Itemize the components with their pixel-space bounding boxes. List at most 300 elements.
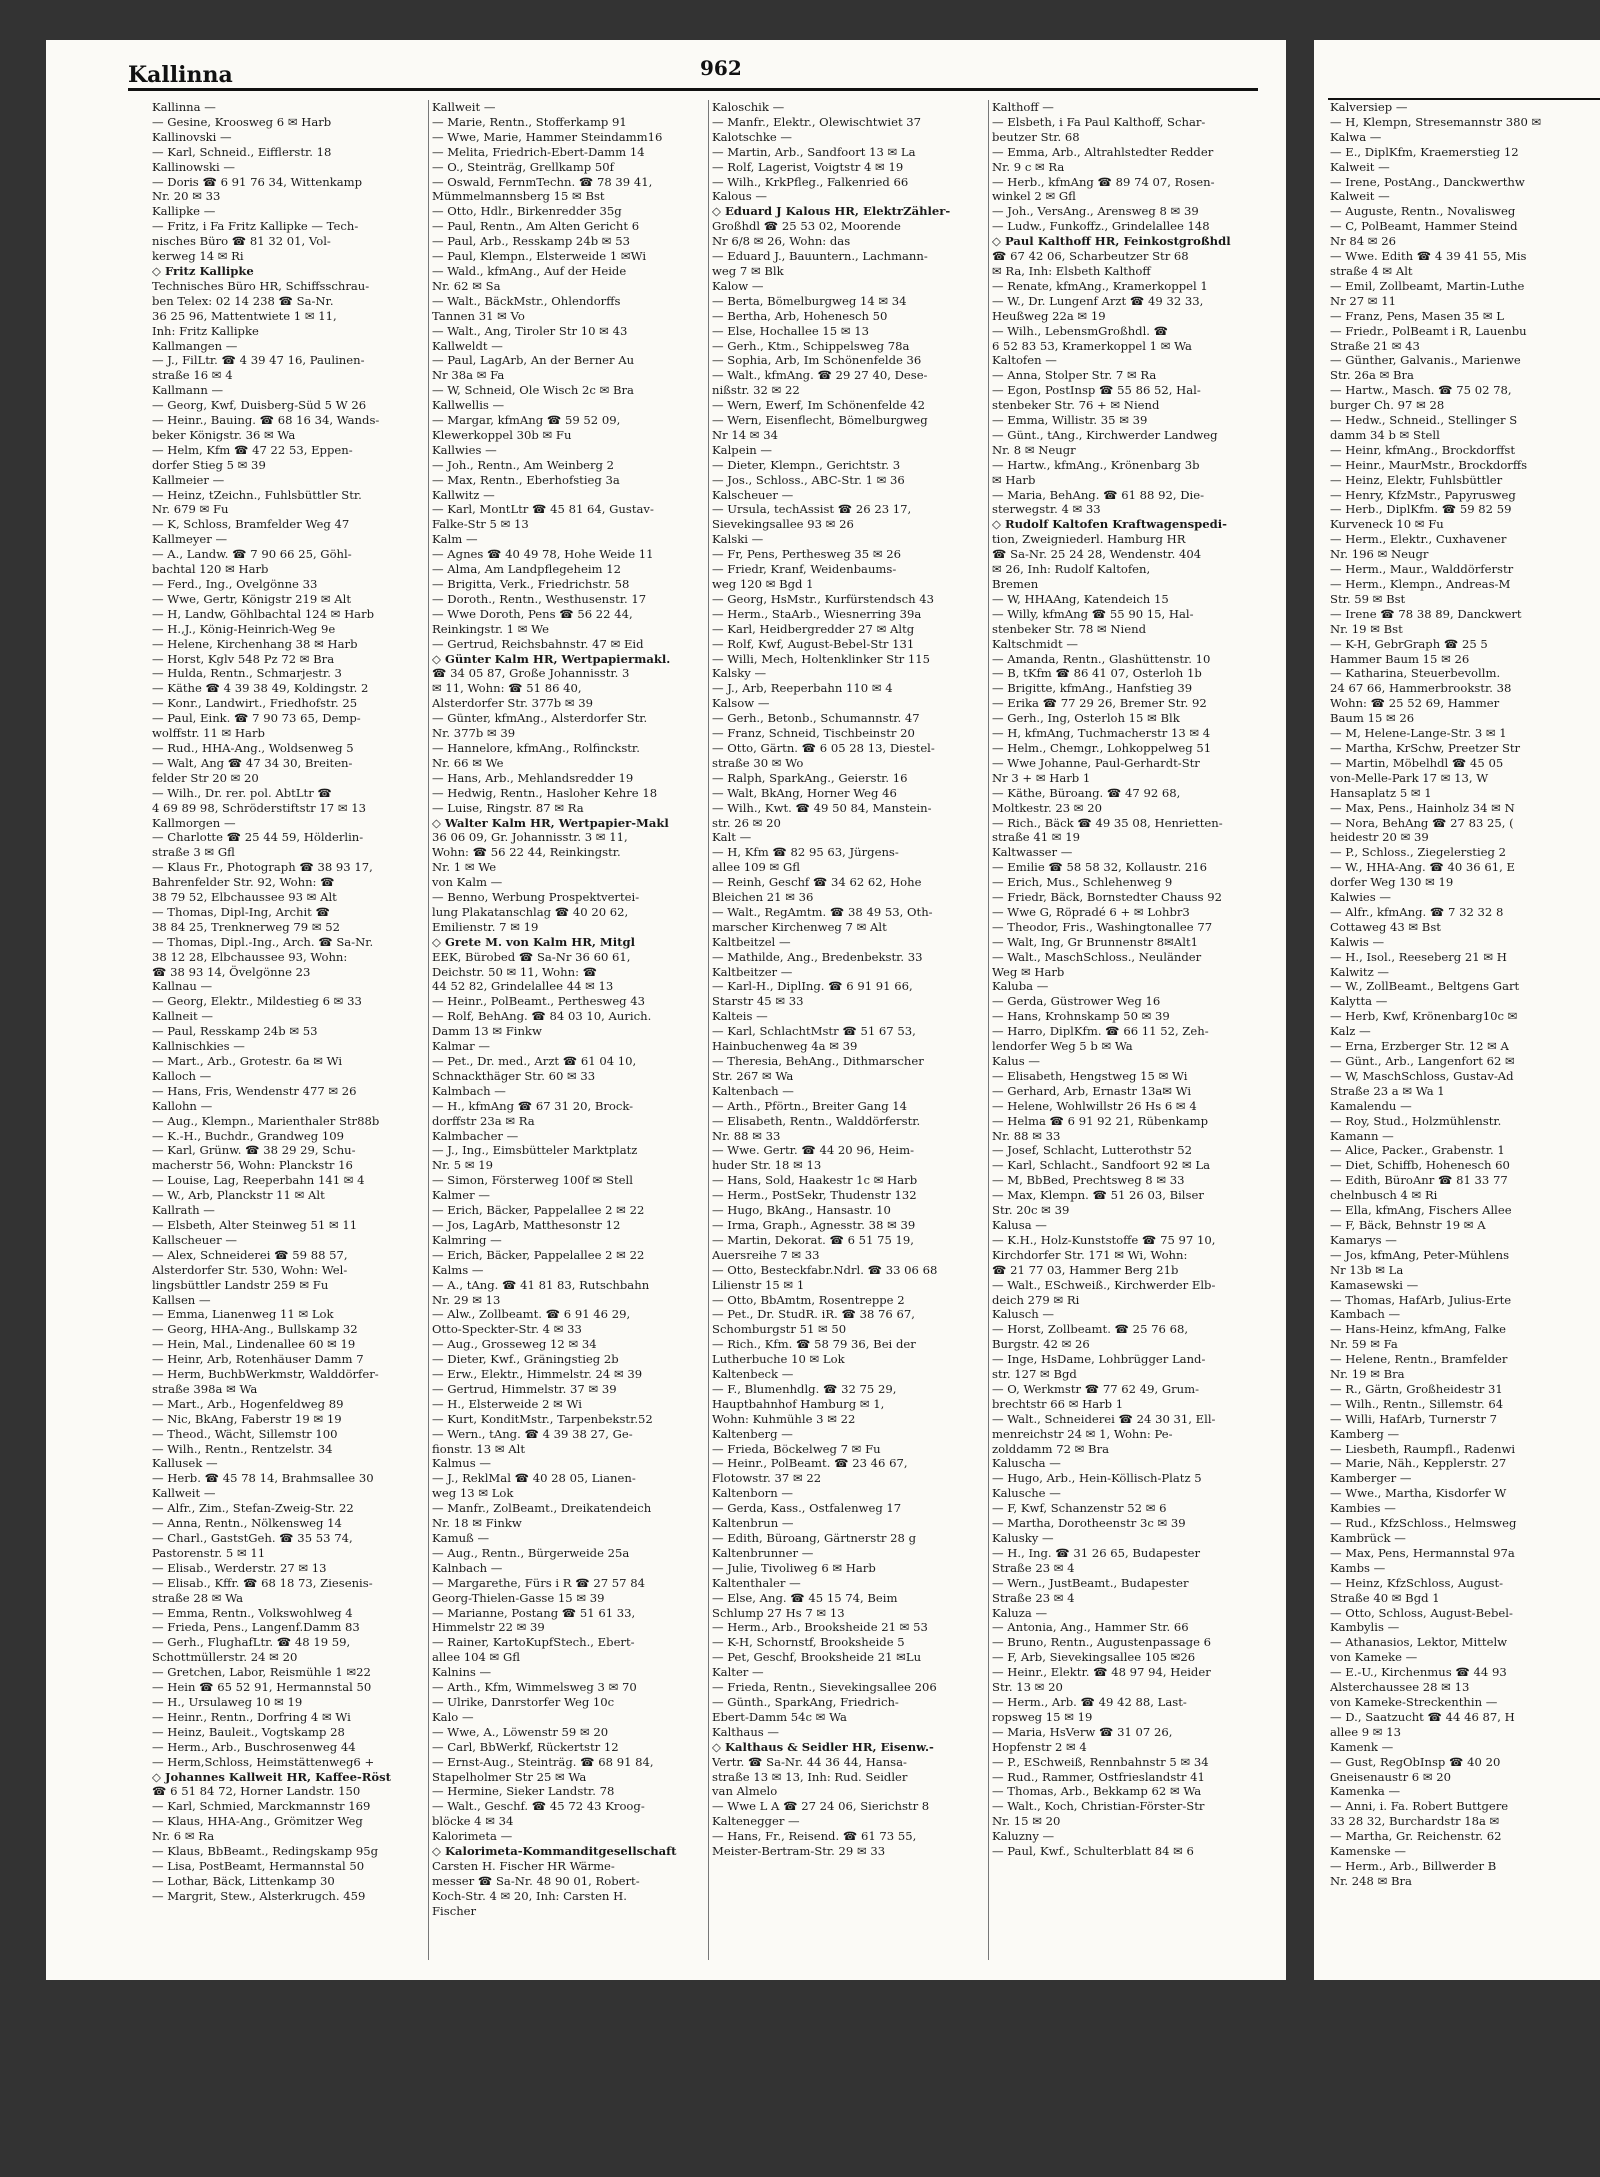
directory-entry: — Dieter, Klempn., Gerichtstr. 3 [712, 457, 901, 472]
surname-heading: Kalo — [432, 1709, 474, 1724]
directory-entry: weg 13 ✉ Lok [432, 1486, 514, 1501]
directory-entry: — Wwe. Gertr. ☎ 44 20 96, Heim- [712, 1143, 915, 1158]
directory-entry: ✉ 26, Inh: Rudolf Kaltofen, [992, 562, 1151, 577]
directory-entry: — B, tKfm ☎ 86 41 07, Osterloh 1b [992, 666, 1202, 681]
directory-entry: — Mart., Arb., Grotestr. 6a ✉ Wi [152, 1054, 343, 1068]
directory-entry: — Theresia, BehAng., Dithmarscher [712, 1054, 924, 1068]
directory-entry: — Wwe. Edith ☎ 4 39 41 55, Mis [1330, 249, 1527, 264]
directory-entry: Str. 26a ✉ Bra [1330, 368, 1414, 383]
directory-entry: — Elisab., Kffr. ☎ 68 18 73, Ziesenis- [152, 1575, 373, 1590]
directory-entry: 38 12 28, Elbchaussee 93, Wohn: [152, 949, 348, 964]
directory-entry: — R., Gärtn, Großheidestr 31 [1330, 1381, 1503, 1396]
surname-heading: Kalteis — [712, 1009, 768, 1024]
directory-entry: — Thomas, Dipl.-Ing., Arch. ☎ Sa-Nr. [152, 934, 374, 949]
directory-entry: EEK, Bürobed ☎ Sa-Nr 36 60 61, [432, 949, 631, 964]
directory-entry: Deichstr. 50 ✉ 11, Wohn: ☎ [432, 964, 598, 979]
directory-entry: — Benno, Werbung Prospektvertei- [432, 890, 640, 905]
column-divider [708, 100, 709, 1960]
directory-entry: — Egon, PostInsp ☎ 55 86 52, Hal- [992, 383, 1201, 398]
directory-entry: — Karl, Grünw. ☎ 38 29 29, Schu- [152, 1143, 356, 1158]
directory-entry: — Margarethe, Fürs i R ☎ 27 57 84 [432, 1575, 645, 1590]
directory-entry: weg 120 ✉ Bgd 1 [712, 577, 814, 591]
directory-entry: Hainbuchenweg 4a ✉ 39 [712, 1039, 858, 1054]
directory-entry: weg 7 ✉ Blk [712, 263, 784, 278]
surname-heading: Kalytta — [1330, 994, 1388, 1009]
directory-entry: — Charl., GaststGeh. ☎ 35 53 74, [152, 1531, 353, 1545]
surname-heading: Kaloschik — [712, 100, 785, 114]
surname-heading: Kallnau — [152, 979, 213, 994]
directory-entry: Nr 14 ✉ 34 [712, 427, 778, 442]
directory-entry: Nr. 196 ✉ Neugr [1330, 547, 1429, 562]
surname-heading: Kaltenbrun — [712, 1516, 794, 1531]
directory-entry: — Rud., Rammer, Ostfrieslandstr 41 [992, 1769, 1205, 1784]
directory-entry: — Marie, Näh., Kepplerstr. 27 [1330, 1456, 1507, 1471]
directory-entry: — Mart., Arb., Hogenfeldweg 89 [152, 1396, 344, 1411]
directory-entry: — Alma, Am Landpflegeheim 12 [432, 562, 621, 577]
directory-entry: Auersreihe 7 ✉ 33 [712, 1247, 820, 1262]
directory-entry: straße 398a ✉ Wa [152, 1381, 258, 1396]
directory-entry: — Doris ☎ 6 91 76 34, Wittenkamp [152, 174, 363, 189]
directory-entry: — Gertrud, Himmelstr. 37 ✉ 39 [432, 1381, 617, 1396]
directory-entry: — Aug., Grosseweg 12 ✉ 34 [432, 1337, 597, 1352]
surname-heading: Kallwellis — [432, 398, 505, 413]
directory-entry: — J., ReklMal ☎ 40 28 05, Lianen- [432, 1471, 636, 1486]
directory-entry: Nr. 59 ✉ Fa [1330, 1337, 1398, 1352]
directory-entry: — F., Blumenhdlg. ☎ 32 75 29, [712, 1381, 897, 1396]
surname-heading: Kalt — [712, 830, 752, 845]
surname-heading: Kalorimeta — [432, 1829, 513, 1844]
directory-column-3 [712, 100, 982, 1960]
directory-entry: Hammer Baum 15 ✉ 26 [1330, 651, 1470, 666]
directory-entry: — Wilh., LebensmGroßhdl. ☎ [992, 323, 1169, 338]
directory-column-1 [152, 100, 422, 1960]
directory-entry: — Emilie ☎ 58 58 32, Kollaustr. 216 [992, 860, 1208, 875]
directory-entry: — Dieter, Kwf., Gräningstieg 2b [432, 1352, 619, 1367]
directory-entry: — Erich, Bäcker, Pappelallee 2 ✉ 22 [432, 1247, 645, 1262]
directory-entry: — Horst, Kglv 548 Pz 72 ✉ Bra [152, 651, 335, 666]
directory-entry: Ebert-Damm 54c ✉ Wa [712, 1709, 847, 1724]
directory-entry: — Georg, Kwf, Duisberg-Süd 5 W 26 [152, 398, 367, 413]
surname-heading: Kalmbacher — [432, 1128, 519, 1143]
surname-heading: Kaltwasser — [992, 845, 1073, 860]
running-head: Kallinna [128, 62, 233, 88]
directory-entry: — Willy, kfmAng ☎ 55 90 15, Hal- [992, 606, 1194, 621]
surname-heading: Kalusky — [992, 1531, 1054, 1545]
directory-entry: Nr 6/8 ✉ 26, Wohn: das [712, 234, 851, 249]
directory-entry: — Max, Pens., Hainholz 34 ✉ N [1330, 800, 1515, 815]
surname-heading: Kalter — [712, 1665, 764, 1680]
directory-entry: — Ulrike, Danrstorfer Weg 10c [432, 1694, 615, 1709]
surname-heading: Kaltenegger — [712, 1814, 800, 1829]
directory-entry: — Willi, HafArb, Turnerstr 7 [1330, 1411, 1498, 1426]
surname-heading: Kaltenthaler — [712, 1575, 801, 1590]
directory-entry: — Irene ☎ 78 38 89, Danckwert [1330, 606, 1522, 621]
directory-entry: Bremen [992, 577, 1039, 591]
surname-heading: Kaluzny — [992, 1829, 1055, 1844]
directory-entry: — E.-U., Kirchenmus ☎ 44 93 [1330, 1665, 1507, 1680]
directory-entry: Heußweg 22a ✉ 19 [992, 308, 1106, 323]
directory-entry: Weg ✉ Harb [992, 964, 1065, 979]
directory-entry: — Hans, Krohnskamp 50 ✉ 39 [992, 1009, 1170, 1024]
surname-heading: Kallwies — [432, 442, 497, 457]
directory-entry: — Erika ☎ 77 29 26, Bremer Str. 92 [992, 696, 1207, 711]
directory-entry: — W., Arb, Planckstr 11 ✉ Alt [152, 1188, 325, 1203]
directory-entry: — Emma, Lianenweg 11 ✉ Lok [152, 1307, 334, 1322]
directory-entry: — Pet., Dr. StudR. iR. ☎ 38 76 67, [712, 1307, 915, 1322]
directory-entry: — Hugo, BkAng., Hansastr. 10 [712, 1203, 891, 1218]
directory-entry: Georg-Thielen-Gasse 15 ✉ 39 [432, 1590, 605, 1605]
directory-entry: — Helm., Chemgr., Lohkoppelweg 51 [992, 740, 1212, 755]
directory-entry: Schomburgstr 51 ✉ 50 [712, 1322, 847, 1337]
surname-heading: Kamarys — [1330, 1232, 1397, 1247]
directory-entry: — Herb, Kwf, Krönenbarg10c ✉ [1330, 1009, 1518, 1024]
directory-entry: 6 52 83 53, Kramerkoppel 1 ✉ Wa [992, 338, 1192, 353]
directory-entry: — Rich., Bäck ☎ 49 35 08, Henrietten- [992, 815, 1223, 830]
directory-entry: — Edith, BüroAnr ☎ 81 33 77 [1330, 1173, 1508, 1188]
surname-heading: Kaltofen — [992, 353, 1057, 368]
directory-entry: — Else, Ang. ☎ 45 15 74, Beim [712, 1590, 898, 1605]
directory-entry: Damm 13 ✉ Finkw [432, 1024, 542, 1039]
surname-heading: Kalous — [712, 189, 767, 204]
surname-heading: Kalpein — [712, 442, 773, 457]
directory-entry: Starstr 45 ✉ 33 [712, 994, 804, 1009]
directory-entry: straße 13 ✉ 13, Inh: Rud. Seidler [712, 1769, 908, 1784]
directory-entry: — Fritz, i Fa Fritz Kallipke — Tech- [152, 219, 359, 234]
directory-entry: blöcke 4 ✉ 34 [432, 1814, 514, 1829]
directory-entry: — Walt., Ang, Tiroler Str 10 ✉ 43 [432, 323, 628, 338]
directory-entry: straße 4 ✉ Alt [1330, 263, 1413, 278]
directory-entry: Alsterdorfer Str. 530, Wohn: Wel- [152, 1262, 348, 1277]
directory-entry: Gneisenaustr 6 ✉ 20 [1330, 1769, 1452, 1784]
directory-entry: — Melita, Friedrich-Ebert-Damm 14 [432, 144, 645, 159]
directory-entry: — Wwe G, Röpradé 6 + ✉ Lohbr3 [992, 904, 1190, 919]
directory-entry: — Arth., Pförtn., Breiter Gang 14 [712, 1098, 908, 1113]
directory-entry: — Julie, Tivoliweg 6 ✉ Harb [712, 1560, 876, 1575]
directory-entry: — Herb. ☎ 45 78 14, Brahmsallee 30 [152, 1471, 374, 1486]
directory-entry: — Wilh., KrkPfleg., Falkenried 66 [712, 174, 909, 189]
directory-entry: — Friedr, Kranf, Weidenbaums- [712, 562, 897, 577]
surname-heading: Kalmus — [432, 1456, 491, 1471]
directory-entry: 24 67 66, Hammerbrookstr. 38 [1330, 681, 1512, 696]
directory-entry: — F, Arb, Sievekingsallee 105 ✉26 [992, 1650, 1196, 1665]
directory-entry: straße 3 ✉ Gfl [152, 845, 235, 860]
directory-entry: Pastorenstr. 5 ✉ 11 [152, 1545, 266, 1560]
directory-entry: — Erich, Mus., Schlehenweg 9 [992, 875, 1173, 890]
directory-entry: — Martha, Dorotheenstr 3c ✉ 39 [992, 1516, 1186, 1531]
surname-heading: Kalweit — [1330, 159, 1390, 174]
directory-entry: — H., kfmAng ☎ 67 31 20, Brock- [432, 1098, 634, 1113]
directory-entry: sterwegstr. 4 ✉ 33 [992, 502, 1101, 517]
directory-entry: — Emma, Arb., Altrahlstedter Redder [992, 144, 1214, 159]
directory-entry: — Günther, Galvanis., Marienwe [1330, 353, 1521, 368]
directory-entry: — Herm., Arb., Billwerder B [1330, 1858, 1497, 1873]
directory-entry: Nr. 8 ✉ Neugr [992, 442, 1076, 457]
directory-entry: — Friedr, Bäck, Bornstedter Chauss 92 [992, 890, 1223, 905]
directory-entry: — Wwe, Gertr, Königstr 219 ✉ Alt [152, 591, 352, 606]
directory-entry: — Harro, DiplKfm. ☎ 66 11 52, Zeh- [992, 1024, 1209, 1039]
directory-entry: Str. 59 ✉ Bst [1330, 591, 1406, 606]
directory-entry: Straße 21 ✉ 43 [1330, 338, 1420, 353]
directory-entry: — H.,J., König-Heinrich-Weg 9e [152, 621, 336, 636]
surname-heading: Kamann — [1330, 1128, 1394, 1143]
directory-entry: — Ludw., Funkoffz., Grindelallee 148 [992, 219, 1210, 234]
surname-heading: Kalscheuer — [712, 487, 794, 502]
surname-heading: Kaltbeitzel — [712, 934, 791, 949]
directory-entry: ◇ Rudolf Kaltofen Kraftwagenspedi- [992, 517, 1227, 532]
directory-entry: Wohn: Kuhmühle 3 ✉ 22 [712, 1411, 856, 1426]
directory-entry: — Herm., Klempn., Andreas-M [1330, 577, 1511, 591]
directory-entry: allee 9 ✉ 13 [1330, 1724, 1401, 1739]
directory-entry: — Ernst-Aug., Steinträg. ☎ 68 91 84, [432, 1754, 654, 1769]
directory-entry: — Hans, Fr., Reisend. ☎ 61 73 55, [712, 1829, 917, 1844]
directory-entry: — Wwe Doroth, Pens ☎ 56 22 44, [432, 606, 633, 621]
directory-entry: bachtal 120 ✉ Harb [152, 562, 269, 577]
directory-entry: Nr. 248 ✉ Bra [1330, 1873, 1412, 1888]
directory-entry: damm 34 b ✉ Stell [1330, 427, 1440, 442]
directory-entry: — Paul, Klempn., Elsterweide 1 ✉Wi [432, 249, 647, 264]
directory-entry: — Herm., Arb., Buschrosenweg 44 [152, 1739, 356, 1754]
directory-entry: van Almelo [712, 1784, 778, 1799]
directory-entry: — Joh., Rentn., Am Weinberg 2 [432, 457, 615, 472]
directory-entry: — Klaus, HHA-Ang., Grömitzer Weg [152, 1814, 363, 1829]
directory-entry: Straße 23 ✉ 4 [992, 1560, 1075, 1575]
directory-entry: — Georg, Elektr., Mildestieg 6 ✉ 33 [152, 994, 362, 1009]
surname-heading: Kaltenborn — [712, 1486, 793, 1501]
directory-entry: — Wern., tAng. ☎ 4 39 38 27, Ge- [432, 1426, 633, 1441]
directory-entry: — Maria, BehAng. ☎ 61 88 92, Die- [992, 487, 1204, 502]
directory-entry: Schottmüllerstr. 24 ✉ 20 [152, 1650, 298, 1665]
directory-entry: — Hannelore, kfmAng., Rolfinckstr. [432, 740, 640, 755]
directory-entry: — Hans, Fris, Wendenstr 477 ✉ 26 [152, 1083, 357, 1098]
directory-entry: macherstr 56, Wohn: Planckstr 16 [152, 1158, 353, 1173]
surname-heading: Kaltenbach — [712, 1083, 794, 1098]
directory-entry: dorfer Weg 130 ✉ 19 [1330, 875, 1454, 890]
directory-entry: — Wald., kfmAng., Auf der Heide [432, 263, 627, 278]
directory-entry: — Wilh., Dr. rer. pol. AbtLtr ☎ [152, 785, 332, 800]
directory-entry: Nr 3 + ✉ Harb 1 [992, 770, 1091, 785]
directory-entry: Nr. 679 ✉ Fu [152, 502, 229, 517]
directory-entry: — Hulda, Rentn., Schmarjestr. 3 [152, 666, 342, 681]
directory-entry: Carsten H. Fischer HR Wärme- [432, 1858, 615, 1873]
directory-entry: Otto-Speckter-Str. 4 ✉ 33 [432, 1322, 582, 1337]
directory-entry: Nr. 5 ✉ 19 [432, 1158, 493, 1173]
directory-entry: — Rud., HHA-Ang., Woldsenweg 5 [152, 740, 354, 755]
directory-entry: ◇ Johannes Kallweit HR, Kaffee-Röst [152, 1769, 392, 1784]
directory-entry: Klewerkoppel 30b ✉ Fu [432, 427, 572, 442]
directory-entry: — W., HHA-Ang. ☎ 40 36 61, E [1330, 860, 1515, 875]
directory-entry: ◇ Fritz Kallipke [152, 263, 254, 278]
directory-entry: — Martha, KrSchw, Preetzer Str [1330, 740, 1521, 755]
directory-entry: — Louise, Lag, Reeperbahn 141 ✉ 4 [152, 1173, 365, 1188]
surname-heading: Kalms — [432, 1262, 484, 1277]
directory-entry: straße 16 ✉ 4 [152, 368, 233, 383]
directory-entry: marscher Kirchenweg 7 ✉ Alt [712, 919, 887, 934]
directory-entry: str. 127 ✉ Bgd [992, 1367, 1077, 1382]
directory-entry: — Jos., Schloss., ABC-Str. 1 ✉ 36 [712, 472, 905, 487]
directory-entry: — Wilh., Rentn., Rentzelstr. 34 [152, 1441, 333, 1456]
surname-heading: von Kameke-Streckenthin — [1330, 1694, 1498, 1709]
directory-entry: — Heinz, Elektr, Fuhlsbüttler [1330, 472, 1503, 487]
directory-entry: — Otto, Hdlr., Birkenredder 35g [432, 204, 622, 219]
directory-entry: — K.-H., Buchdr., Grandweg 109 [152, 1128, 345, 1143]
directory-entry: — Wwe Johanne, Paul-Gerhardt-Str [992, 755, 1200, 770]
surname-heading: Kamenk — [1330, 1739, 1394, 1754]
directory-entry: 33 28 32, Burchardstr 18a ✉ [1330, 1814, 1500, 1829]
directory-entry: — Herm., PostSekr, Thudenstr 132 [712, 1188, 917, 1203]
directory-entry: — W., Dr. Lungenf Arzt ☎ 49 32 33, [992, 293, 1204, 308]
surname-heading: Kalm — [432, 532, 478, 547]
directory-entry: — Theodor, Fris., Washingtonallee 77 [992, 919, 1213, 934]
directory-entry: kerweg 14 ✉ Ri [152, 249, 244, 264]
surname-heading: Kalus — [992, 1054, 1040, 1068]
directory-entry: — Otto, Besteckfabr.Ndrl. ☎ 33 06 68 [712, 1262, 938, 1277]
surname-heading: Kaltbeitzer — [712, 964, 793, 979]
directory-entry: — Martha, Gr. Reichenstr. 62 [1330, 1829, 1502, 1844]
surname-heading: Kallrath — [152, 1203, 215, 1218]
surname-heading: Kallnischkies — [152, 1039, 245, 1054]
directory-entry: tion, Zweigniederl. Hamburg HR [992, 532, 1186, 547]
directory-entry: Schnackthäger Str. 60 ✉ 33 [432, 1068, 596, 1083]
directory-entry: — Alex, Schneiderei ☎ 59 88 57, [152, 1247, 348, 1262]
directory-entry: zolddamm 72 ✉ Bra [992, 1441, 1110, 1456]
directory-entry: — Helm, Kfm ☎ 47 22 53, Eppen- [152, 442, 353, 457]
directory-entry: 38 84 25, Trenknerweg 79 ✉ 52 [152, 919, 340, 934]
directory-entry: brechtstr 66 ✉ Harb 1 [992, 1396, 1124, 1411]
directory-entry: — Georg, HsMstr., Kurfürstendsch 43 [712, 591, 935, 606]
directory-entry: — Margar, kfmAng ☎ 59 52 09, [432, 413, 621, 428]
directory-entry: — Karl-H., DiplIng. ☎ 6 91 91 66, [712, 979, 913, 994]
directory-entry: Bleichen 21 ✉ 36 [712, 890, 814, 905]
surname-heading: Kambylis — [1330, 1620, 1400, 1635]
directory-entry: Nr. 1 ✉ We [432, 860, 497, 875]
surname-heading: Kallmeier — [152, 472, 225, 487]
surname-heading: Kambs — [1330, 1560, 1386, 1575]
directory-entry: — H, kfmAng, Tuchmacherstr 13 ✉ 4 [992, 726, 1211, 741]
directory-entry: — Inge, HsDame, Lohbrügger Land- [992, 1352, 1206, 1367]
directory-entry: — Karl, MontLtr ☎ 45 81 64, Gustav- [432, 502, 654, 517]
right-page-column [1330, 100, 1600, 1960]
directory-entry: Nr. 377b ✉ 39 [432, 726, 516, 741]
directory-entry: — Anna, Rentn., Nölkensweg 14 [152, 1516, 342, 1531]
directory-entry: Emilienstr. 7 ✉ 19 [432, 919, 539, 934]
surname-heading: Kamasewski — [1330, 1277, 1419, 1292]
directory-entry: ◇ Günter Kalm HR, Wertpapiermakl. [432, 651, 671, 666]
directory-entry: — Antonia, Ang., Hammer Str. 66 [992, 1620, 1189, 1635]
directory-entry: — Wern, Eisenflecht, Bömelburgweg [712, 413, 928, 428]
directory-entry: — J., FilLtr. ☎ 4 39 47 16, Paulinen- [152, 353, 365, 368]
directory-entry: — Martin, Arb., Sandfoort 13 ✉ La [712, 144, 916, 159]
directory-entry: — W, MaschSchloss, Gustav-Ad [1330, 1068, 1514, 1083]
directory-entry: — Franz, Schneid, Tischbeinstr 20 [712, 726, 915, 741]
directory-entry: — Franz, Pens, Masen 35 ✉ L [1330, 308, 1504, 323]
surname-heading: Kallwitz — [432, 487, 495, 502]
directory-entry: — Carl, BbWerkf, Rückertstr 12 [432, 1739, 619, 1754]
directory-column-2 [432, 100, 702, 1960]
directory-entry: ◇ Kalorimeta-Kommanditgesellschaft [432, 1844, 677, 1859]
directory-entry: — Mathilde, Ang., Bredenbekstr. 33 [712, 949, 923, 964]
directory-entry: — Käthe ☎ 4 39 38 49, Koldingstr. 2 [152, 681, 369, 696]
directory-entry: — Heinr., PolBeamt. ☎ 23 46 67, [712, 1456, 908, 1471]
directory-entry: — Oswald, FernmTechn. ☎ 78 39 41, [432, 174, 653, 189]
surname-heading: Kalwies — [1330, 890, 1392, 905]
directory-entry: — Hartw., kfmAng., Krönenbarg 3b [992, 457, 1200, 472]
directory-entry: — Otto, BbAmtm, Rosentreppe 2 [712, 1292, 905, 1307]
directory-entry: — Anna, Stolper Str. 7 ✉ Ra [992, 368, 1157, 383]
directory-entry: — Emma, Willistr. 35 ✉ 39 [992, 413, 1148, 428]
directory-entry: — Walt., Schneiderei ☎ 24 30 31, Ell- [992, 1411, 1216, 1426]
directory-entry: Nr. 88 ✉ 33 [712, 1128, 781, 1143]
surname-heading: Kallipke — [152, 204, 216, 219]
directory-entry: — Aug., Klempn., Marienthaler Str88b [152, 1113, 380, 1128]
directory-entry: huder Str. 18 ✉ 13 [712, 1158, 822, 1173]
directory-entry: — F, Bäck, Behnstr 19 ✉ A [1330, 1217, 1486, 1232]
directory-entry: — Walt., Geschf. ☎ 45 72 43 Kroog- [432, 1799, 645, 1814]
directory-entry: — Heinr., MaurMstr., Brockdorffs [1330, 457, 1528, 472]
directory-entry: fionstr. 13 ✉ Alt [432, 1441, 526, 1456]
directory-entry: — Heinr., Rentn., Dorfring 4 ✉ Wi [152, 1709, 351, 1724]
directory-entry: — Fr, Pens, Perthesweg 35 ✉ 26 [712, 547, 901, 562]
directory-entry: — Martin, Dekorat. ☎ 6 51 75 19, [712, 1232, 914, 1247]
directory-entry: — Thomas, Arb., Bekkamp 62 ✉ Wa [992, 1784, 1202, 1799]
directory-entry: — Frieda, Böckelweg 7 ✉ Fu [712, 1441, 881, 1456]
directory-entry: — Pet., Dr. med., Arzt ☎ 61 04 10, [432, 1054, 637, 1068]
directory-entry: Hauptbahnhof Hamburg ✉ 1, [712, 1396, 885, 1411]
directory-entry: — Karl, Schneid., Eifflerstr. 18 [152, 144, 332, 159]
directory-entry: Nr. 19 ✉ Bst [1330, 621, 1403, 636]
directory-entry: — Helene, Wohlwillstr 26 Hs 6 ✉ 4 [992, 1098, 1197, 1113]
directory-entry: — Amanda, Rentn., Glashüttenstr. 10 [992, 651, 1211, 666]
directory-entry: — J., Ing., Eimsbütteler Marktplatz [432, 1143, 638, 1158]
directory-entry: ropsweg 15 ✉ 19 [992, 1709, 1093, 1724]
directory-entry: — Erna, Erzberger Str. 12 ✉ A [1330, 1039, 1509, 1054]
directory-column-4 [992, 100, 1262, 1960]
directory-entry: — Karl, Schmied, Marckmannstr 169 [152, 1799, 371, 1814]
surname-heading: Kaltenbrunner — [712, 1545, 814, 1560]
directory-entry: — Günter, kfmAng., Alsterdorfer Str. [432, 711, 648, 726]
directory-entry: — Else, Hochallee 15 ✉ 13 [712, 323, 870, 338]
directory-entry: — Heinr., PolBeamt., Perthesweg 43 [432, 994, 646, 1009]
directory-entry: ☎ Sa-Nr. 25 24 28, Wendenstr. 404 [992, 547, 1202, 562]
directory-entry: Kurveneck 10 ✉ Fu [1330, 517, 1444, 532]
directory-entry: — J., Arb, Reeperbahn 110 ✉ 4 [712, 681, 893, 696]
directory-entry: 44 52 82, Grindelallee 44 ✉ 13 [432, 979, 614, 994]
directory-entry: — M, Helene-Lange-Str. 3 ✉ 1 [1330, 726, 1507, 741]
surname-heading: Kamuß — [432, 1531, 490, 1545]
surname-heading: Kalusch — [992, 1307, 1054, 1322]
directory-entry: — Günt., tAng., Kirchwerder Landweg [992, 427, 1218, 442]
directory-entry: — M, BbBed, Prechtsweg 8 ✉ 33 [992, 1173, 1185, 1188]
surname-heading: Kamenka — [1330, 1784, 1401, 1799]
directory-entry: — Marie, Rentn., Stofferkamp 91 [432, 114, 627, 129]
directory-entry: Nr 38a ✉ Fa [432, 368, 505, 383]
directory-entry: — W, HHAAng, Katendeich 15 [992, 591, 1169, 606]
directory-entry: — Heinz, KfzSchloss, August- [1330, 1575, 1504, 1590]
directory-entry: Burgstr. 42 ✉ 26 [992, 1337, 1090, 1352]
directory-entry: — Ursula, techAssist ☎ 26 23 17, [712, 502, 912, 517]
directory-entry: — Herm., Arb., Brooksheide 21 ✉ 53 [712, 1620, 928, 1635]
surname-heading: Kallweit — [152, 1486, 216, 1501]
directory-entry: — H, Kfm ☎ 82 95 63, Jürgens- [712, 845, 899, 860]
directory-entry: nisches Büro ☎ 81 32 01, Vol- [152, 234, 331, 249]
directory-entry: — Aug., Rentn., Bürgerweide 25a [432, 1545, 630, 1560]
surname-heading: Kalusche — [992, 1486, 1061, 1501]
directory-entry: Großhdl ☎ 25 53 02, Moorende [712, 219, 901, 234]
surname-heading: Kalwitz — [1330, 964, 1389, 979]
directory-entry: — Alfr., Zim., Stefan-Zweig-Str. 22 [152, 1501, 354, 1516]
directory-entry: — Willi, Mech, Holtenklinker Str 115 [712, 651, 931, 666]
directory-entry: — Gerda, Kass., Ostfalenweg 17 [712, 1501, 902, 1516]
directory-entry: ben Telex: 02 14 238 ☎ Sa-Nr. [152, 293, 334, 308]
